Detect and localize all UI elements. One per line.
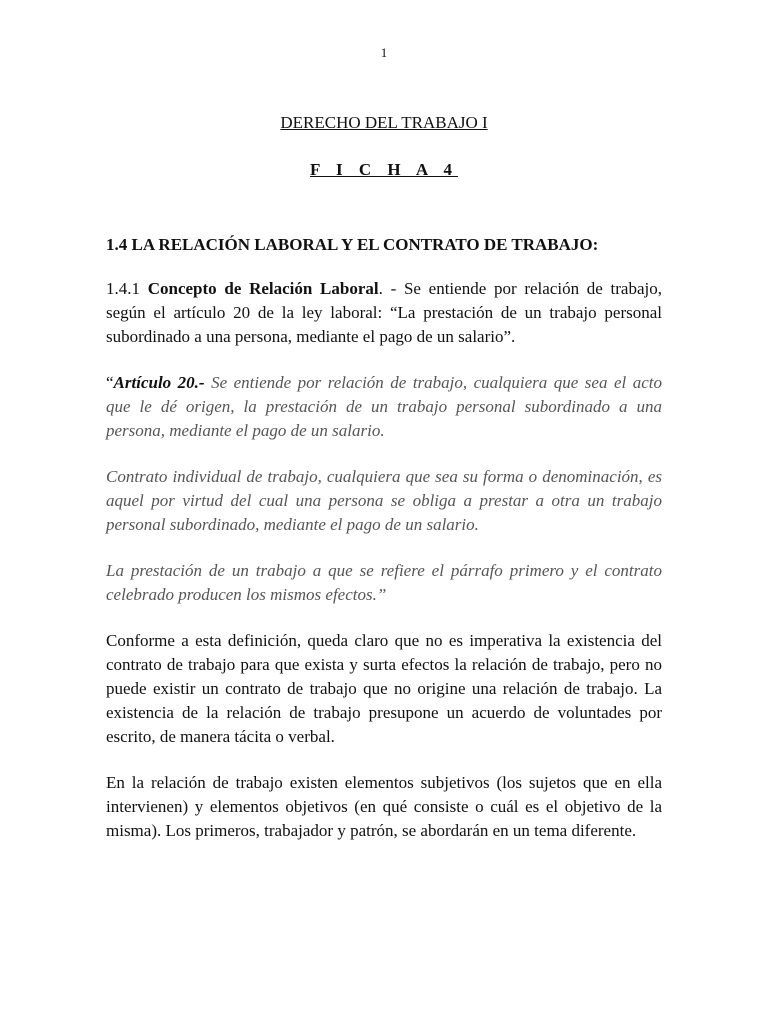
concept-text: . - Se entiende por relación de trabajo, según el artículo 20 de la ley laboral: “La prestación de un trabajo personal subordinado a una persona, mediante el pago de un salario”.	[106, 279, 662, 346]
article-quote-text-1: Se entiende por relación de trabajo, cualquiera que sea el acto que le dé origen, la prestación de un trabajo personal subordinado a una persona, mediante el pago de un salario.	[106, 373, 662, 440]
body-paragraph-1: Conforme a esta definición, queda claro que no es imperativa la existencia del contrato de trabajo para que exista y surta efectos la relación de trabajo, pero no puede existir un contrato de trabajo que no origine una relación de trabajo. La existencia de la relación de trabajo presupone un acuerdo de voluntades por escrito, de manera tácita o verbal.	[106, 631, 662, 746]
concept-term: Concepto de Relación Laboral	[147, 279, 379, 298]
article-quote-paragraph-1	[106, 371, 662, 443]
concept-paragraph	[106, 277, 662, 349]
article-quote-paragraph-3: La prestación de un trabajo a que se refiere el párrafo primero y el contrato celebrado producen los mismos efectos.”	[106, 561, 662, 604]
article-quote-paragraph-2: Contrato individual de trabajo, cualquiera que sea su forma o denominación, es aquel por virtud del cual una persona se obliga a prestar a otra un trabajo personal subordinado, mediante el pago de un salario.	[106, 467, 662, 534]
article-label: Artículo 20.-	[113, 373, 205, 392]
page-number: 1	[380, 45, 388, 60]
document-title: DERECHO DEL TRABAJO I	[280, 113, 488, 132]
concept-number: 1.4.1	[106, 279, 148, 298]
body-paragraph-2: En la relación de trabajo existen elementos subjetivos (los sujetos que en ella intervienen) y elementos objetivos (en qué consiste o cuál es el objetivo de la misma). Los primeros, trabajador y patrón, se abordarán en un tema diferente.	[106, 773, 662, 840]
document-body	[106, 233, 662, 865]
section-heading: 1.4 LA RELACIÓN LABORAL Y EL CONTRATO DE TRABAJO:	[106, 235, 599, 254]
document-subtitle: F I C H A 4	[309, 160, 459, 179]
quote-open-mark: “	[106, 373, 114, 392]
